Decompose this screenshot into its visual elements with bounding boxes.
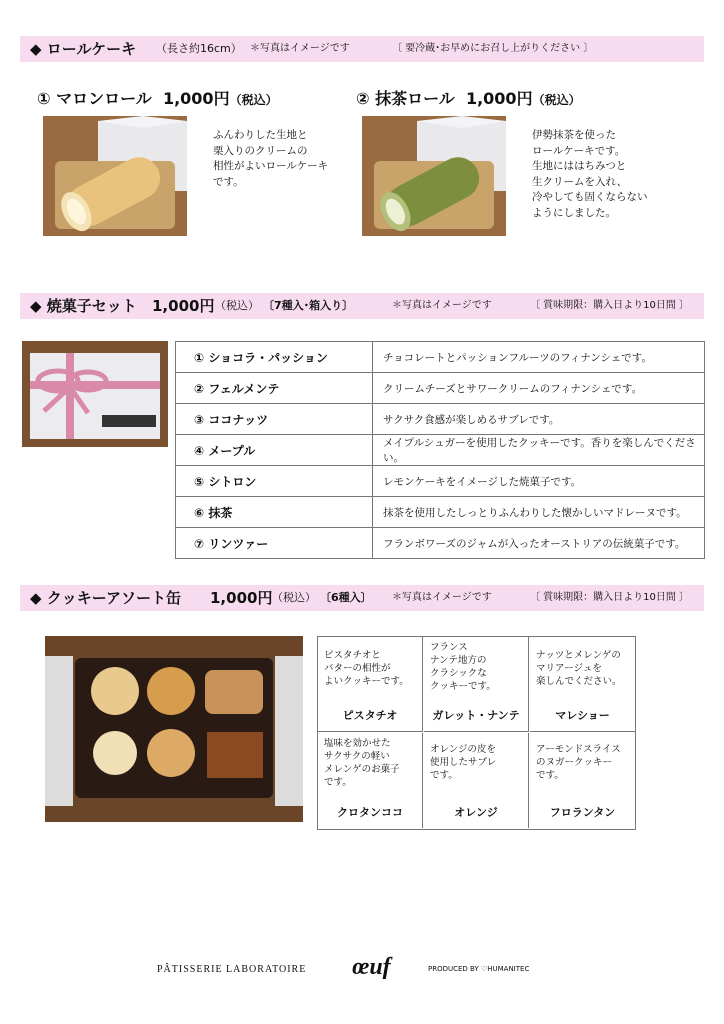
image-note: ＊写真はイメージです (392, 592, 492, 603)
section-title: ◆ クッキーアソート缶 (30, 589, 182, 607)
baked-goods-table (175, 341, 705, 559)
cookie-name: ピスタチオ (342, 709, 398, 722)
table-row (176, 373, 705, 404)
table-row (176, 404, 705, 435)
item-description: フランボワーズのジャムが入ったオーストリアの伝統菓子です。 (373, 528, 705, 559)
tax-label: （税込） (532, 93, 581, 107)
item-name: ④ メープル (176, 435, 373, 466)
cookie-cell (530, 637, 635, 732)
item-name: ⑦ リンツァー (176, 528, 373, 559)
table-row (176, 497, 705, 528)
cookie-cell (318, 733, 423, 828)
item-description: 抹茶を使用したしっとりふんわりした懐かしいマドレーヌです。 (373, 497, 705, 528)
cookie-description: ナッツとメレンゲの マリアージュを 楽しんでください。 (536, 650, 622, 687)
item-description: クリームチーズとサワークリームのフィナンシェです。 (373, 373, 705, 404)
section-price: 1,000円 (152, 297, 215, 315)
section-title: ◆ ロールケーキ (30, 40, 137, 58)
image-note: ＊写真はイメージです (250, 43, 350, 54)
set-label: 〔7種入･箱入り〕 (263, 299, 354, 312)
footer-producer-text: PRODUCED BY ♡HUMANITEC (428, 965, 530, 973)
table-row (176, 435, 705, 466)
section-title: ◆ 焼菓子セット (30, 297, 137, 315)
marron-roll-photo (43, 116, 187, 236)
product-title-matcha (356, 86, 581, 109)
product-price: 1,000円 (465, 89, 533, 108)
section-header-roll-cake (20, 36, 704, 62)
cookie-cell (424, 733, 529, 828)
item-description: レモンケーキをイメージした焼菓子です。 (373, 466, 705, 497)
cookie-description: ピスタチオと バターの相性が よいクッキーです。 (324, 650, 409, 687)
section-header-cookie-tin (20, 585, 704, 611)
footer-brand-text: PÂTISSERIE LABORATOIRE (157, 964, 307, 975)
gift-box-photo (22, 341, 168, 447)
cookie-name: フロランタン (549, 806, 616, 819)
item-description: メイプルシュガーを使用したクッキーです。香りを楽しんでください。 (373, 435, 705, 466)
size-note: （長さ約16cm） (156, 42, 242, 55)
cookie-cell (530, 733, 635, 828)
product-name: ① マロンロール (37, 89, 152, 108)
product-title-marron (37, 86, 278, 109)
tax-label: （税込） (215, 299, 259, 312)
section-price: 1,000円 (210, 589, 273, 607)
tax-label: （税込） (229, 93, 278, 107)
footer (0, 954, 724, 980)
set-label: 〔6種入〕 (320, 591, 372, 604)
cookie-tin-photo (45, 636, 303, 822)
table-row (176, 342, 705, 373)
cookie-name: マレショー (555, 709, 610, 722)
cookie-description: 塩味を効かせた サクサクの軽い メレンゲのお菓子 です。 (324, 738, 400, 788)
expiry-note: 〔 賞味期限：購入日より10日間 〕 (530, 592, 690, 603)
cookie-name: オレンジ (454, 806, 498, 819)
oeuf-logo: œuf (352, 954, 391, 980)
matcha-roll-photo (362, 116, 506, 236)
cookie-description: アーモンドスライス のヌガークッキー です。 (536, 744, 621, 781)
item-name: ⑥ 抹茶 (176, 497, 373, 528)
cookie-cell (318, 637, 423, 732)
tax-label: （税込） (272, 591, 316, 604)
storage-note: 〔 要冷蔵･お早めにお召し上がりください 〕 (392, 43, 594, 54)
product-name: ② 抹茶ロール (356, 89, 455, 108)
item-name: ⑤ シトロン (176, 466, 373, 497)
cookie-grid (317, 636, 636, 830)
product-price: 1,000円 (162, 89, 230, 108)
item-name: ① ショコラ・パッション (176, 342, 373, 373)
cookie-cell (424, 637, 529, 732)
item-name: ② フェルメンテ (176, 373, 373, 404)
item-name: ③ ココナッツ (176, 404, 373, 435)
cookie-description: フランス ナンテ地方の クラシックな クッキーです。 (430, 642, 496, 692)
item-description: サクサク食感が楽しめるサブレです。 (373, 404, 705, 435)
cookie-description: オレンジの皮を 使用したサブレ です。 (430, 744, 497, 781)
matcha-description: 伊勢抹茶を使った ロールケーキです。 生地にははちみつと 生クリームを入れ、 冷やしても固くならない ようにしました。 (532, 129, 648, 219)
section-header-baked-set (20, 293, 704, 319)
expiry-note: 〔 賞味期限：購入日より10日間 〕 (530, 300, 690, 311)
table-row (176, 528, 705, 559)
table-row (176, 466, 705, 497)
image-note: ＊写真はイメージです (392, 300, 492, 311)
cookie-name: クロタンココ (337, 806, 403, 819)
cookie-name: ガレット・ナンテ (432, 709, 520, 722)
marron-description: ふんわりした生地と 栗入りのクリームの 相性がよいロールケーキ です。 (213, 129, 329, 188)
item-description: チョコレートとパッションフルーツのフィナンシェです。 (373, 342, 705, 373)
